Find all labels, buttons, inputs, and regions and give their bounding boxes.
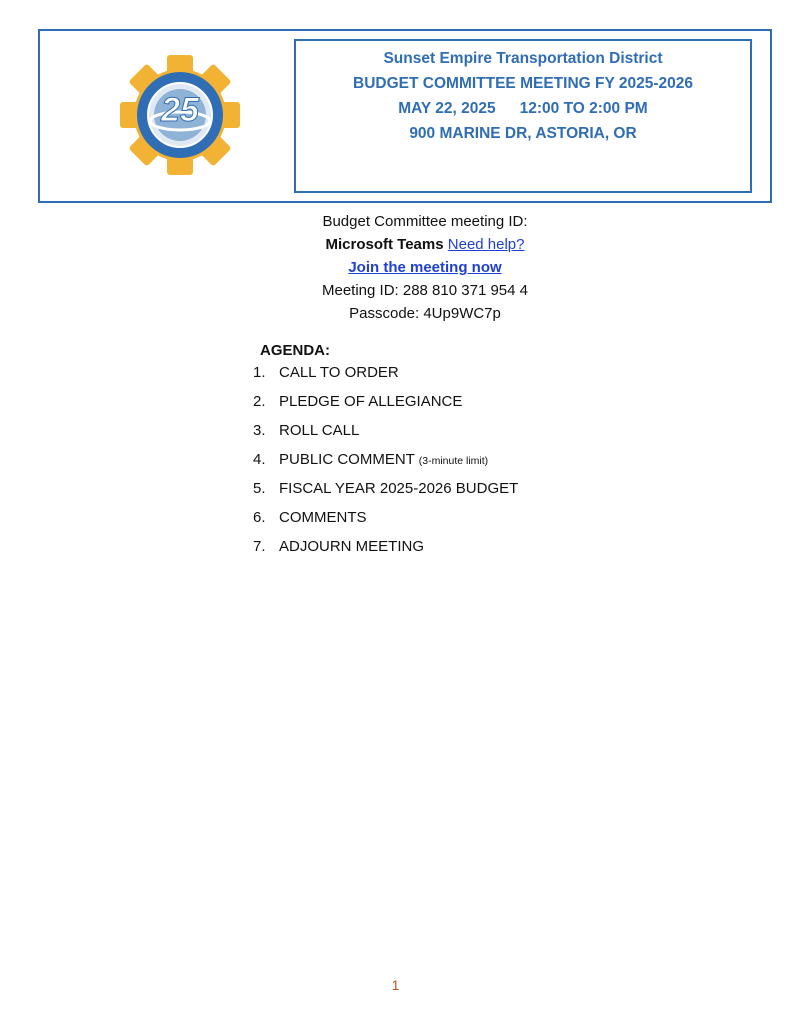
meeting-time: 12:00 TO 2:00 PM	[519, 100, 648, 117]
meeting-passcode: Passcode: 4Up9WC7p	[349, 305, 501, 322]
agenda-item-text: ADJOURN MEETING	[279, 538, 425, 555]
agenda-item-number: 6.	[253, 509, 266, 526]
agenda-item	[253, 536, 653, 565]
agenda-item-number: 3.	[253, 422, 266, 439]
agenda-item-text: PUBLIC COMMENT	[279, 451, 419, 468]
agenda-item-note: (3-minute limit)	[418, 455, 489, 467]
platform-name: Microsoft Teams	[325, 236, 444, 253]
organization-name: Sunset Empire Transportation District	[383, 50, 663, 67]
agenda-item-number: 1.	[253, 364, 266, 381]
district-25th-anniversary-logo	[120, 55, 240, 175]
meeting-date-time	[296, 96, 750, 121]
agenda-item	[253, 391, 653, 420]
agenda-list	[253, 362, 653, 565]
agenda-item-number: 2.	[253, 393, 266, 410]
need-help-link[interactable]: Need help?	[447, 236, 525, 253]
agenda-item-text: FISCAL YEAR 2025-2026 BUDGET	[279, 480, 519, 497]
meeting-header	[296, 46, 750, 146]
agenda-item-number: 4.	[253, 451, 266, 468]
agenda-item-number: 7.	[253, 538, 266, 555]
agenda-item-text: CALL TO ORDER	[279, 364, 399, 381]
agenda-item-text: COMMENTS	[279, 509, 367, 526]
logo-number: 25	[161, 91, 199, 129]
join-line	[200, 256, 650, 279]
agenda-item-number: 5.	[253, 480, 266, 497]
teams-meeting-info	[200, 210, 650, 325]
agenda-item	[253, 362, 653, 391]
agenda-item-text: PLEDGE OF ALLEGIANCE	[279, 393, 463, 410]
join-meeting-link[interactable]: Join the meeting now	[348, 259, 502, 276]
page-number: 1	[391, 977, 400, 993]
platform-line	[200, 233, 650, 256]
meeting-date: MAY 22, 2025	[398, 100, 496, 117]
agenda-item-text: ROLL CALL	[279, 422, 360, 439]
agenda-item	[253, 420, 653, 449]
meeting-id: Meeting ID: 288 810 371 954 4	[322, 282, 528, 299]
agenda-item	[253, 507, 653, 536]
agenda-item	[253, 478, 653, 507]
meeting-id-label: Budget Committee meeting ID:	[322, 213, 528, 230]
agenda-item	[253, 449, 653, 478]
meeting-title: BUDGET COMMITTEE MEETING FY 2025-2026	[353, 75, 693, 92]
agenda-heading: AGENDA:	[260, 342, 330, 359]
meeting-address: 900 MARINE DR, ASTORIA, OR	[409, 125, 637, 142]
